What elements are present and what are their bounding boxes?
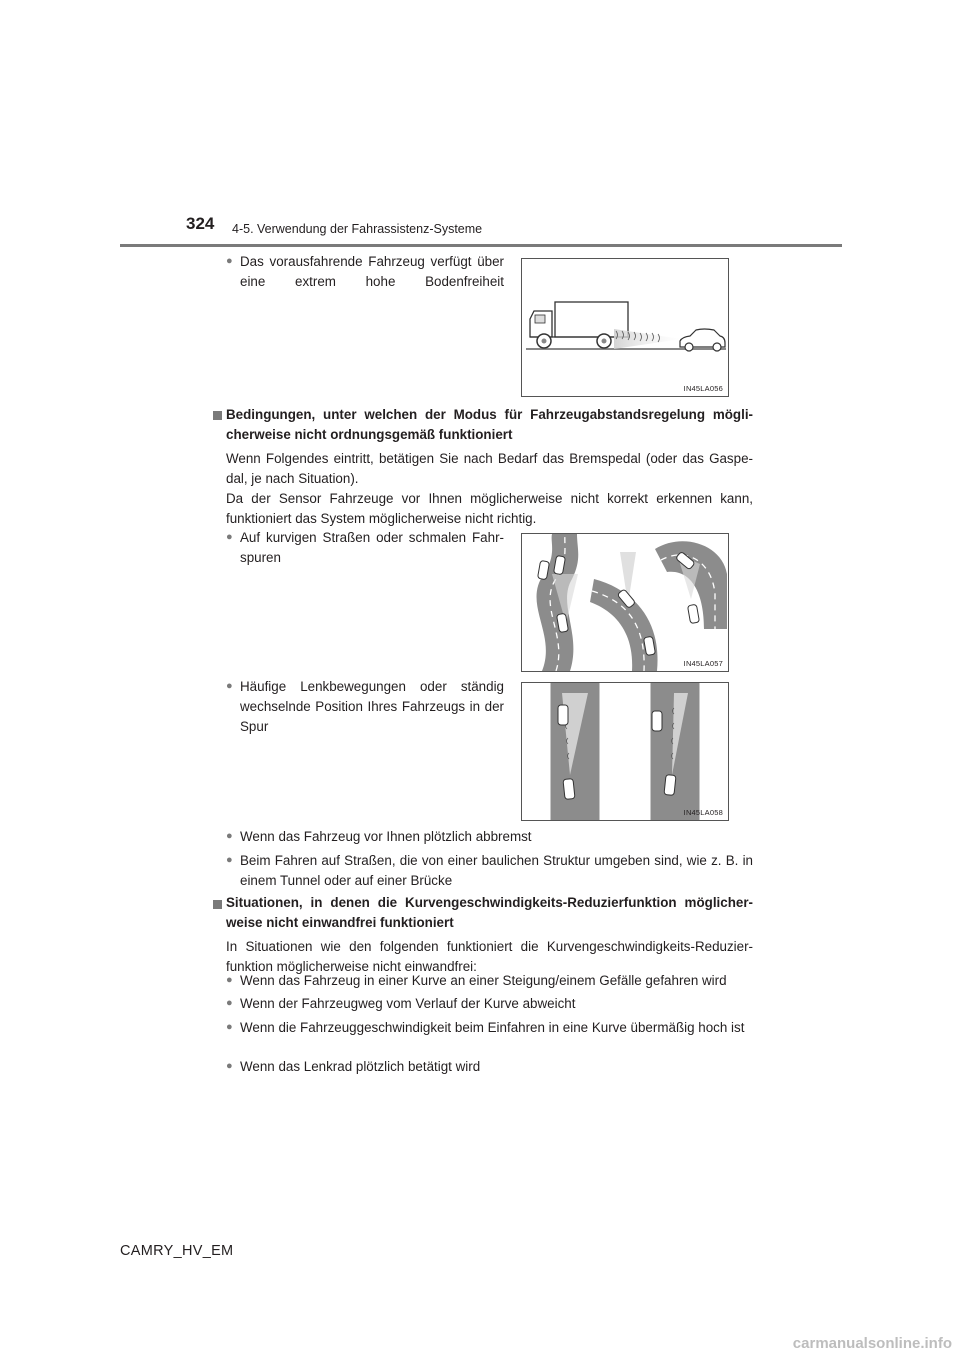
lane-position-illustration: [522, 683, 728, 820]
item-sudden-steering: Wenn das Lenkrad plötzlich betätigt wird: [240, 1059, 481, 1074]
item-sudden-braking: Wenn das Fahrzeug vor Ihnen plötzlich abbremst: [240, 829, 532, 844]
figure-curvy-roads: [521, 533, 729, 672]
bullet-icon: ●: [226, 680, 233, 692]
figure-code: IN45LA056: [683, 384, 723, 393]
figure-code: IN45LA058: [683, 808, 723, 817]
item-tunnel-bridge: Beim Fahren auf Straßen, die von einer baulichen Struktur umgeben sind, wie z. B. in einem Tunnel oder auf einer Brücke: [240, 853, 753, 888]
paragraph-sensor-detection: Da der Sensor Fahrzeuge vor Ihnen möglicherweise nicht korrekt erkennen kann, funktioniert das System möglicherweise nicht richtig.: [226, 491, 753, 526]
section-marker-icon: [213, 411, 222, 420]
header-divider: [120, 244, 842, 247]
item-ground-clearance: Das vorausfahrende Fahrzeug verfügt über eine extrem hohe Bodenfreiheit: [240, 254, 504, 289]
section-marker-icon: [213, 900, 222, 909]
section-heading-curve-speed: Situationen, in denen die Kurvengeschwindigkeits-Reduzierfunktion möglicher-weise nicht einwandfrei funktioniert: [226, 895, 753, 930]
bullet-icon: ●: [226, 830, 233, 842]
section-title: 4-5. Verwendung der Fahrassistenz-Systeme: [232, 222, 483, 236]
bullet-icon: ●: [226, 255, 233, 267]
item-path-deviation: Wenn der Fahrzeugweg vom Verlauf der Kurve abweicht: [240, 996, 576, 1011]
figure-truck-high-clearance: [521, 258, 729, 397]
paragraph-curve-speed-intro: In Situationen wie den folgenden funktioniert die Kurvengeschwindigkeits-Reduzier-funktion möglicherweise nicht einwandfrei:: [226, 939, 753, 974]
bullet-icon: ●: [226, 531, 233, 543]
page-number: 324: [186, 214, 215, 233]
item-curvy-roads: Auf kurvigen Straßen oder schmalen Fahr-spuren: [240, 530, 504, 565]
bullet-icon: ●: [226, 997, 233, 1009]
model-code: CAMRY_HV_EM: [120, 1243, 234, 1259]
paragraph-brake-advice: Wenn Folgendes eintritt, betätigen Sie nach Bedarf das Bremspedal (oder das Gaspe-dal, je nach Situation).: [226, 451, 753, 486]
watermark: carmanualsonline.info: [792, 1335, 952, 1352]
curvy-roads-illustration: [522, 534, 728, 671]
figure-code: IN45LA057: [683, 659, 723, 668]
bullet-icon: ●: [226, 1021, 233, 1033]
section-heading-distance-control: Bedingungen, unter welchen der Modus für Fahrzeugabstandsregelung mögli-cherweise nicht ordnungsgemäß funktioniert: [226, 407, 753, 442]
item-excessive-speed: Wenn die Fahrzeuggeschwindigkeit beim Einfahren in eine Kurve übermäßig hoch ist: [240, 1020, 745, 1035]
bullet-icon: ●: [226, 974, 233, 986]
bullet-icon: ●: [226, 1060, 233, 1072]
bullet-icon: ●: [226, 854, 233, 866]
figure-lane-position: [521, 682, 729, 821]
item-slope-curve: Wenn das Fahrzeug in einer Kurve an einer Steigung/einem Gefälle gefahren wird: [240, 973, 727, 988]
truck-illustration: [522, 259, 728, 396]
item-frequent-steering: Häufige Lenkbewegungen oder ständig wechselnde Position Ihres Fahrzeugs in der Spur: [240, 679, 504, 734]
